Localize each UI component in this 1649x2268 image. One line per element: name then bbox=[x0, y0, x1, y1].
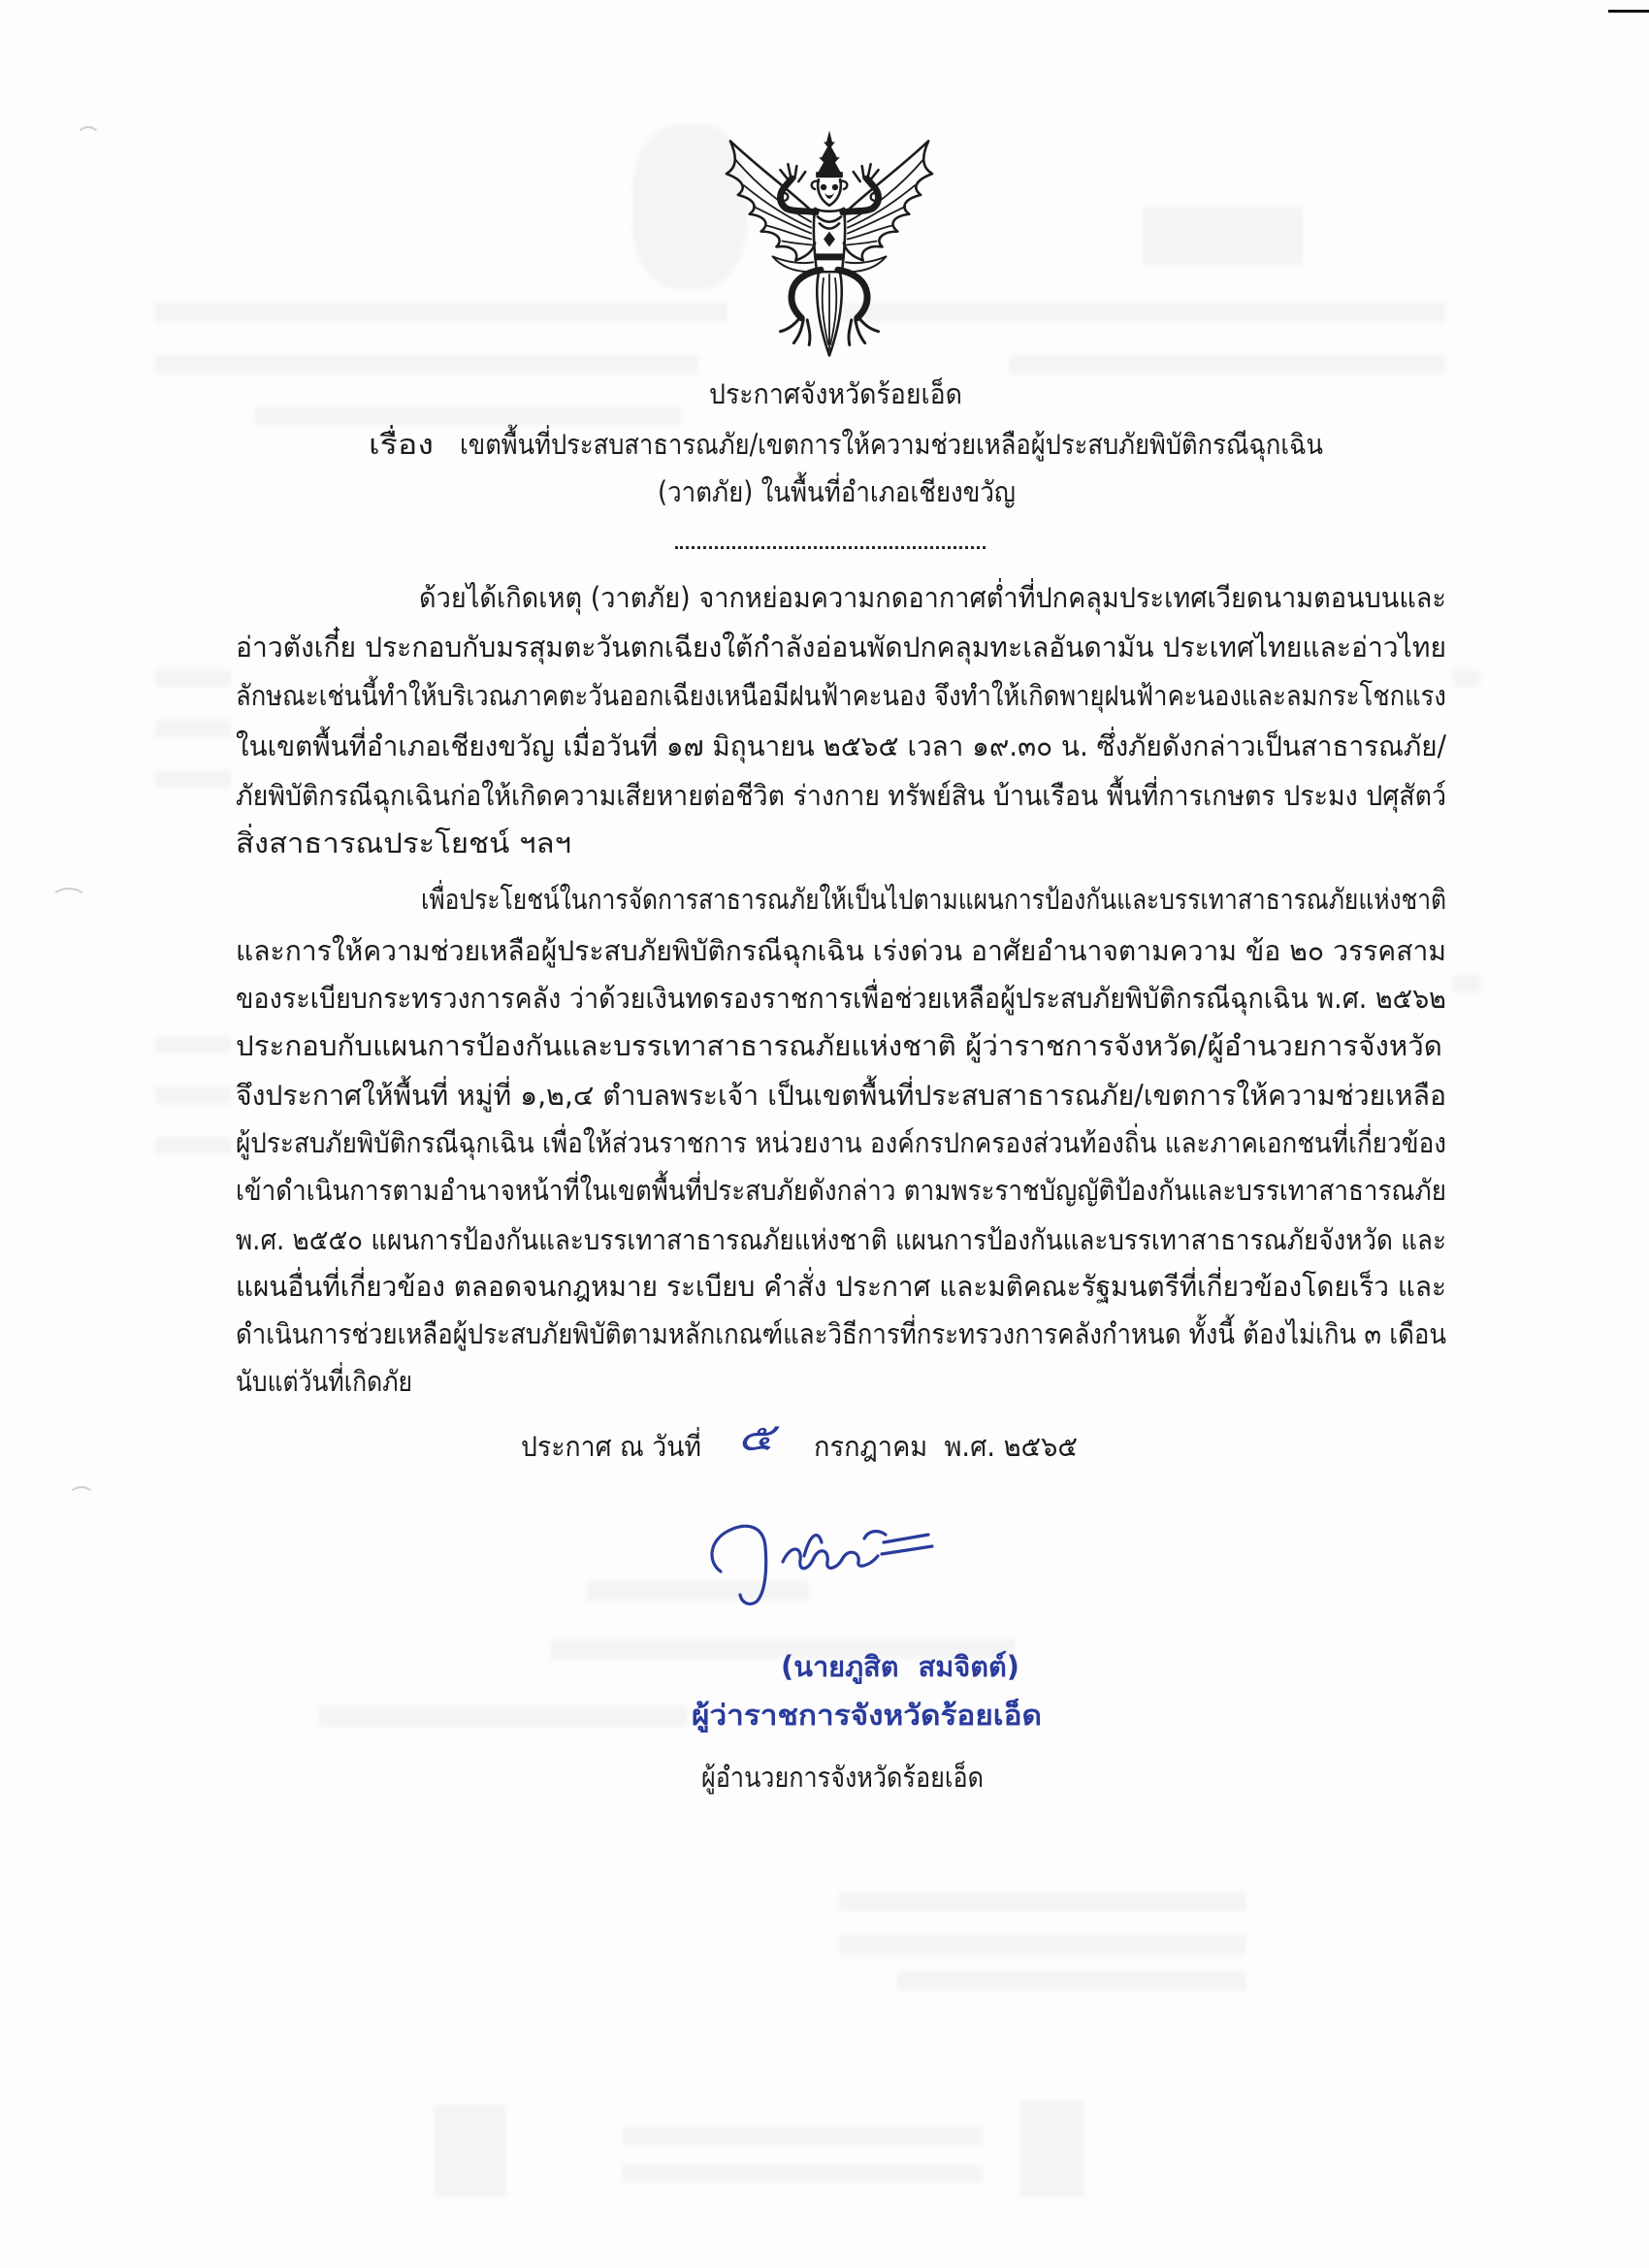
document-title: ประกาศจังหวัดร้อยเอ็ด bbox=[709, 377, 963, 410]
subject-line: เขตพื้นที่ประสบสาธารณภัย/เขตการให้ความช่วยเหลือผู้ประสบภัยพิบัติกรณีฉุกเฉิน bbox=[460, 428, 1324, 461]
bleed-through-shadow bbox=[839, 1892, 1246, 1911]
hole-punch-mark bbox=[68, 1486, 95, 1509]
bleed-through-shadow bbox=[1143, 206, 1303, 266]
bleed-through-shadow bbox=[622, 2126, 983, 2146]
body-line: ในเขตพื้นที่อำเภอเชียงขวัญ เมื่อวันที่ ๑๗ มิถุนายน ๒๕๖๕ เวลา ๑๙.๓๐ น. ซึ่งภัยดังกล่าวเป็นสาธารณภัย/ bbox=[236, 729, 1446, 762]
bleed-through-shadow bbox=[155, 303, 728, 322]
handwritten-day: ๕ bbox=[737, 1415, 774, 1460]
bleed-through-shadow bbox=[155, 355, 698, 374]
subject-label: เรื่อง bbox=[369, 428, 434, 461]
body-line: และการให้ความช่วยเหลือผู้ประสบภัยพิบัติกรณีฉุกเฉิน เร่งด่วน อาศัยอำนาจตามความ ข้อ ๒๐ วรรคสาม bbox=[236, 934, 1446, 967]
signatory-role: ผู้อำนวยการจังหวัดร้อยเอ็ด bbox=[701, 1761, 984, 1794]
body-line: อ่าวตังเกี๋ย ประกอบกับมรสุมตะวันตกเฉียงใต้กำลังอ่อนพัดปกคลุมทะเลอันดามัน ประเทศไทยและอ่าวไทย bbox=[236, 631, 1447, 664]
body-line: ภัยพิบัติกรณีฉุกเฉินก่อให้เกิดความเสียหายต่อชีวิต ร่างกาย ทรัพย์สิน บ้านเรือน พื้นที่การเกษตร ประมง ปศุสัตว์ bbox=[236, 779, 1446, 812]
hole-punch-mark bbox=[50, 888, 87, 913]
bleed-through-shadow bbox=[622, 2165, 983, 2183]
signatory-position: ผู้ว่าราชการจังหวัดร้อยเอ็ด bbox=[692, 1699, 1042, 1732]
garuda-emblem bbox=[719, 127, 940, 359]
bleed-through-shadow bbox=[839, 1935, 1246, 1955]
subject-line: (วาตภัย) ในพื้นที่อำเภอเชียงขวัญ bbox=[658, 475, 1016, 508]
bleed-through-shadow bbox=[1453, 669, 1480, 687]
body-line: นับแต่วันที่เกิดภัย bbox=[236, 1365, 412, 1398]
bleed-through-shadow bbox=[155, 669, 231, 687]
bleed-through-shadow bbox=[1019, 2100, 1084, 2197]
body-line: ผู้ประสบภัยพิบัติกรณีฉุกเฉิน เพื่อให้ส่วนราชการ หน่วยงาน องค์กรปกครองส่วนท้องถิ่น และภาคเอกชนที่เกี่ยวข้อง bbox=[236, 1126, 1447, 1159]
bleed-through-shadow bbox=[897, 1971, 1246, 1991]
bleed-through-shadow bbox=[155, 770, 231, 788]
bleed-through-shadow bbox=[155, 1036, 231, 1053]
emblem-left-half bbox=[727, 141, 821, 344]
bleed-through-shadow bbox=[1453, 975, 1480, 992]
bleed-through-shadow bbox=[1009, 355, 1445, 374]
body-line: ด้วยได้เกิดเหตุ (วาตภัย) จากหย่อมความกดอากาศต่ำที่ปกคลุมประเทศเวียดนามตอนบนและ bbox=[419, 581, 1446, 614]
scan-edge-mark bbox=[1608, 10, 1649, 13]
body-line: ของระเบียบกระทรวงการคลัง ว่าด้วยเงินทดรองราชการเพื่อช่วยเหลือผู้ประสบภัยพิบัติกรณีฉุกเฉิน พ.ศ. ๒๕๖๒ bbox=[236, 982, 1446, 1015]
bleed-through-shadow bbox=[155, 720, 231, 737]
hole-punch-mark bbox=[76, 126, 101, 151]
body-line: ประกอบกับแผนการป้องกันและบรรเทาสาธารณภัยแห่งชาติ ผู้ว่าราชการจังหวัด/ผู้อำนวยการจังหวัด bbox=[236, 1029, 1442, 1062]
emblem-right-half bbox=[838, 141, 932, 344]
body-line: เข้าดำเนินการตามอำนาจหน้าที่ในเขตพื้นที่ประสบภัยดังกล่าว ตามพระราชบัญญัติป้องกันและบรรเทาสาธารณภัย bbox=[236, 1174, 1446, 1207]
body-line: พ.ศ. ๒๕๕๐ แผนการป้องกันและบรรเทาสาธารณภัยแห่งชาติ แผนการป้องกันและบรรเทาสาธารณภัยจังหวัด และ bbox=[236, 1223, 1446, 1256]
body-line: แผนอื่นที่เกี่ยวข้อง ตลอดจนกฎหมาย ระเบียบ คำสั่ง ประกาศ และมติคณะรัฐมนตรีที่เกี่ยวข้องโดยเร็ว และ bbox=[236, 1270, 1447, 1303]
body-line: สิ่งสาธารณประโยชน์ ฯลฯ bbox=[236, 826, 571, 859]
bleed-through-shadow bbox=[318, 1705, 687, 1727]
date-prefix: ประกาศ ณ วันที่ bbox=[521, 1430, 701, 1463]
bleed-through-shadow bbox=[155, 1086, 231, 1104]
body-line: ลักษณะเช่นนี้ทำให้บริเวณภาคตะวันออกเฉียงเหนือมีฝนฟ้าคะนอง จึงทำให้เกิดพายุฝนฟ้าคะนองและลมกระโชกแรง bbox=[236, 679, 1446, 712]
body-line: ดำเนินการช่วยเหลือผู้ประสบภัยพิบัติตามหลักเกณฑ์และวิธีการที่กระทรวงการคลังกำหนด ทั้งนี้ ต้องไม่เกิน ๓ เดือน bbox=[236, 1317, 1447, 1350]
body-line: จึงประกาศให้พื้นที่ หมู่ที่ ๑,๒,๔ ตำบลพระเจ้า เป็นเขตพื้นที่ประสบสาธารณภัย/เขตการให้ความช่วยเหลือ bbox=[236, 1079, 1446, 1112]
bleed-through-shadow bbox=[434, 2105, 506, 2197]
bleed-through-shadow bbox=[155, 1137, 231, 1154]
handwritten-signature bbox=[703, 1502, 946, 1608]
dotted-separator bbox=[675, 546, 986, 549]
date-month-year: กรกฎาคม พ.ศ. ๒๕๖๕ bbox=[814, 1430, 1078, 1463]
body-line: เพื่อประโยชน์ในการจัดการสาธารณภัยให้เป็นไปตามแผนการป้องกันและบรรเทาสาธารณภัยแห่งชาติ bbox=[421, 883, 1447, 916]
signatory-name: (นายภูสิต สมจิตต์) bbox=[781, 1650, 1019, 1683]
